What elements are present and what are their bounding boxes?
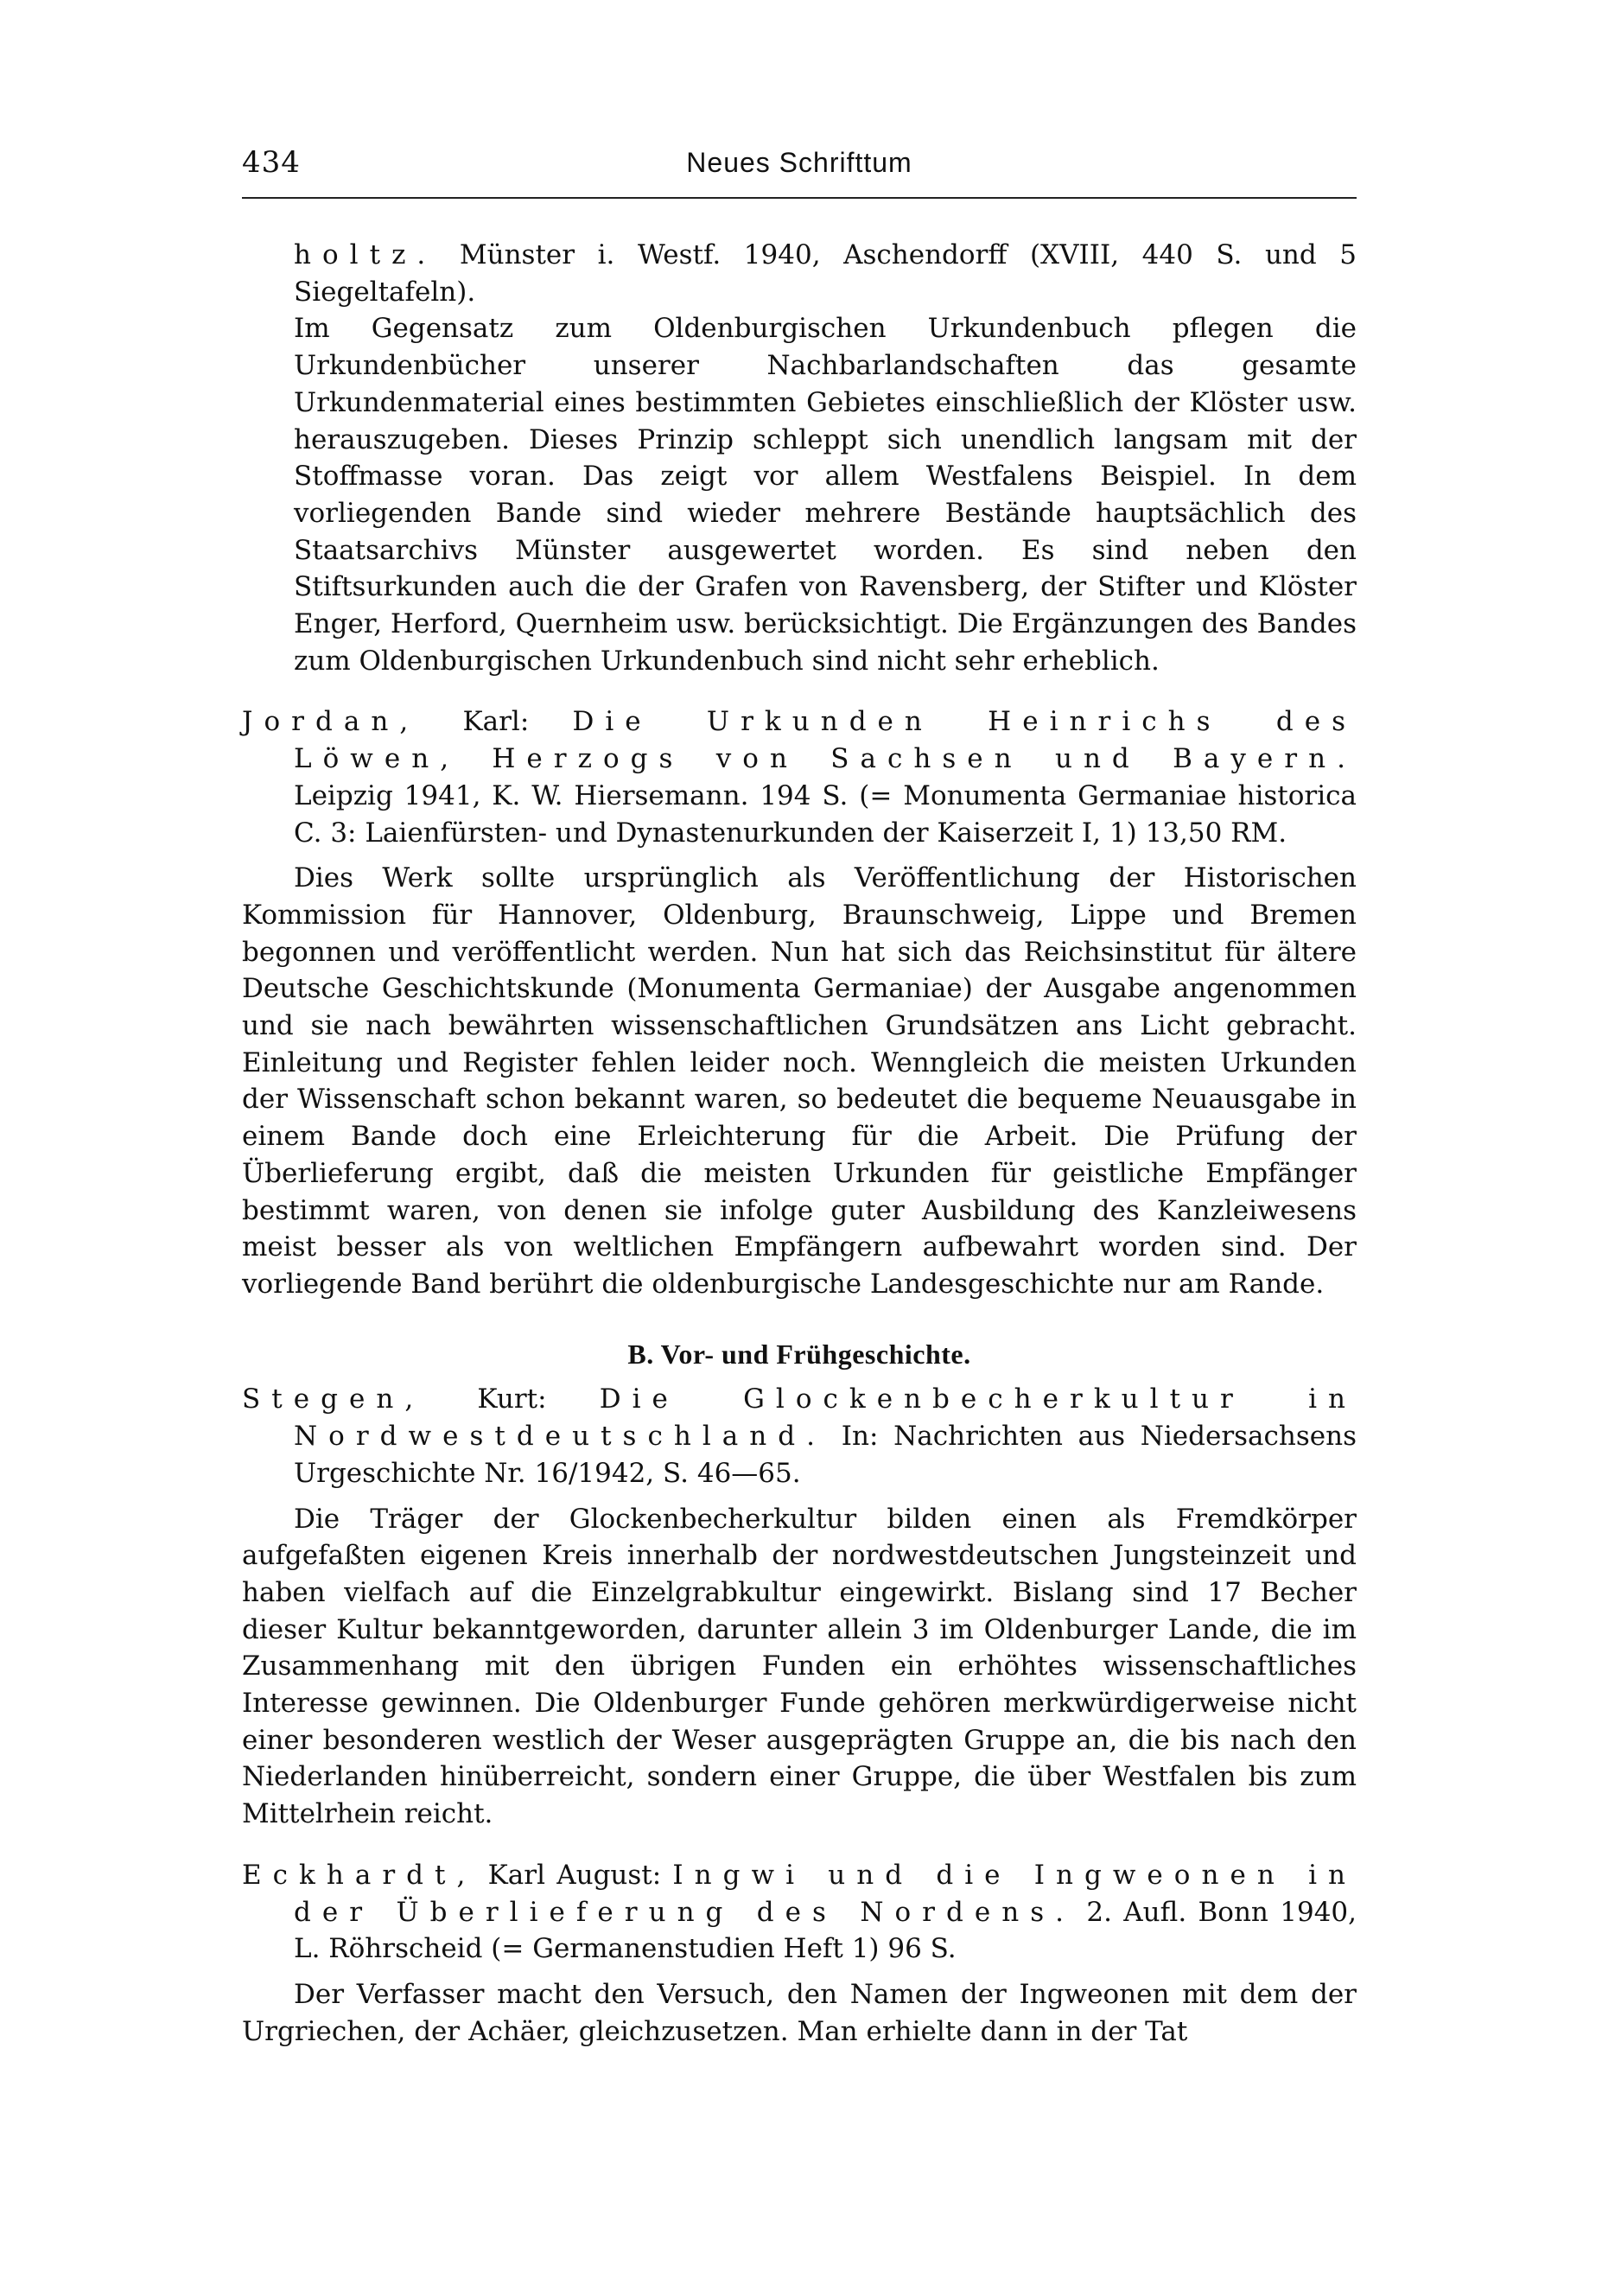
review-paragraph-eckhardt: Der Verfasser macht den Versuch, den Namen der Ingweonen mit dem der Urgriechen, der Achäer, gleichzusetzen. Man erhielte dann in der Tat [242, 1978, 1357, 2047]
review-paragraph-jordan: Dies Werk sollte ursprünglich als Veröffentlichung der Historischen Kommission für Hannover, Oldenburg, Braunschweig, Lippe und Bremen begonnen und veröffentlicht werden. Nun hat sich das Reichsinstitut für ältere Deutsche Geschichtskunde (Monumenta Germaniae) der Ausgabe angenommen und sie nach bewährten wissenschaftlichen Grundsätzen ans Licht gebracht. Einleitung und Register fehlen leider noch. Wenngleich die meisten Urkunden der Wissenschaft schon bekannt waren, so bedeutet die bequeme Neuausgabe in einem Bande doch eine Erleichterung für die Arbeit. Die Prüfung der Überlieferung ergibt, daß die meisten Urkunden für geistliche Empfänger bestimmt waren, von denen sie infolge guter Ausbildung des Kanzleiwesens meist besser als von weltlichen Empfängern aufbewahrt worden sind. Der vorliegende Band berührt die oldenburgische Landesgeschichte nur am Rande. [242, 862, 1357, 1300]
publication-details: In: Nachrichten aus Niedersachsens Urgeschichte Nr. 16/1942, S. 46—65. [294, 1421, 1357, 1489]
work-title: Die Glockenbecherkultur in Nordwestdeutschland. [294, 1383, 1357, 1453]
running-title: Neues Schrifttum [686, 147, 912, 178]
bibliography-entry-eckhardt [242, 1857, 1357, 1968]
author-name-spaced: holtz. [294, 239, 437, 270]
work-title: Die Urkunden Heinrichs des Löwen, Herzogs von Sachsen und Bayern. [294, 706, 1357, 775]
page-header [242, 145, 1357, 188]
bibliography-entry-jordan [242, 703, 1357, 851]
entry-continuation-citation [242, 237, 1357, 310]
page-body [242, 237, 1357, 2050]
page-number: 434 [242, 145, 301, 180]
author-surname: Jordan, [242, 706, 420, 738]
entry-continuation-review: Im Gegensatz zum Oldenburgischen Urkundenbuch pflegen die Urkundenbücher unserer Nachbarlandschaften das gesamte Urkundenmaterial eines bestimmten Gebietes einschließlich der Klöster usw. herauszugeben. Dieses Prinzip schleppt sich unendlich langsam mit der Stoffmasse voran. Das zeigt vor allem Westfalens Beispiel. In dem vorliegenden Bande sind wieder mehrere Bestände hauptsächlich des Staatsarchivs Münster ausgewertet worden. Es sind neben den Stiftsurkunden auch die der Grafen von Ravensberg, der Stifter und Klöster Enger, Herford, Quernheim usw. berücksichtigt. Die Ergänzungen des Bandes zum Oldenburgischen Urkundenbuch sind nicht sehr erheblich. [294, 313, 1357, 677]
section-heading: B. Vor- und Frühgeschichte. [627, 1338, 971, 1370]
author-surname: Eckhardt, [242, 1859, 477, 1891]
author-given-name: Kurt: [424, 1383, 600, 1415]
work-title: Ingwi und die Ingweonen in der Überlieferung des Nordens. [294, 1859, 1357, 1928]
author-surname: Stegen, [242, 1383, 425, 1415]
publication-details: Münster i. Westf. 1940, Aschendorff (XVIII, 440 S. und 5 Siegeltafeln). [294, 239, 1357, 308]
review-paragraph-stegen: Die Träger der Glockenbecherkultur bilden einen als Fremdkörper aufgefaßten eigenen Kreis innerhalb der nordwestdeutschen Jungsteinzeit und haben vielfach auf die Einzelgrabkultur eingewirkt. Bislang sind 17 Becher dieser Kultur bekanntgeworden, darunter allein 3 im Oldenburger Lande, die im Zusammenhang mit den übrigen Funden ein erhöhtes wissenschaftliches Interesse gewinnen. Die Oldenburger Funde gehören merkwürdigerweise nicht einer besonderen westlich der Weser ausgeprägten Gruppe an, die bis nach den Niederlanden hinüberreicht, sondern einer Gruppe, die über Westfalen bis zum Mittelrhein reicht. [242, 1503, 1357, 1830]
header-rule [242, 197, 1357, 199]
publication-details: Leipzig 1941, K. W. Hiersemann. 194 S. (= Monumenta Germaniae historica C. 3: Laienfürsten- und Dynastenurkunden der Kaiserzeit I, 1) 13,50 RM. [294, 779, 1357, 849]
author-given-name: Karl: [419, 706, 573, 738]
bibliography-entry-stegen [242, 1381, 1357, 1491]
author-given-name: Karl August: [476, 1859, 673, 1891]
publication-details: 2. Aufl. Bonn 1940, L. Röhrscheid (= Germanenstudien Heft 1) 96 S. [294, 1896, 1357, 1965]
